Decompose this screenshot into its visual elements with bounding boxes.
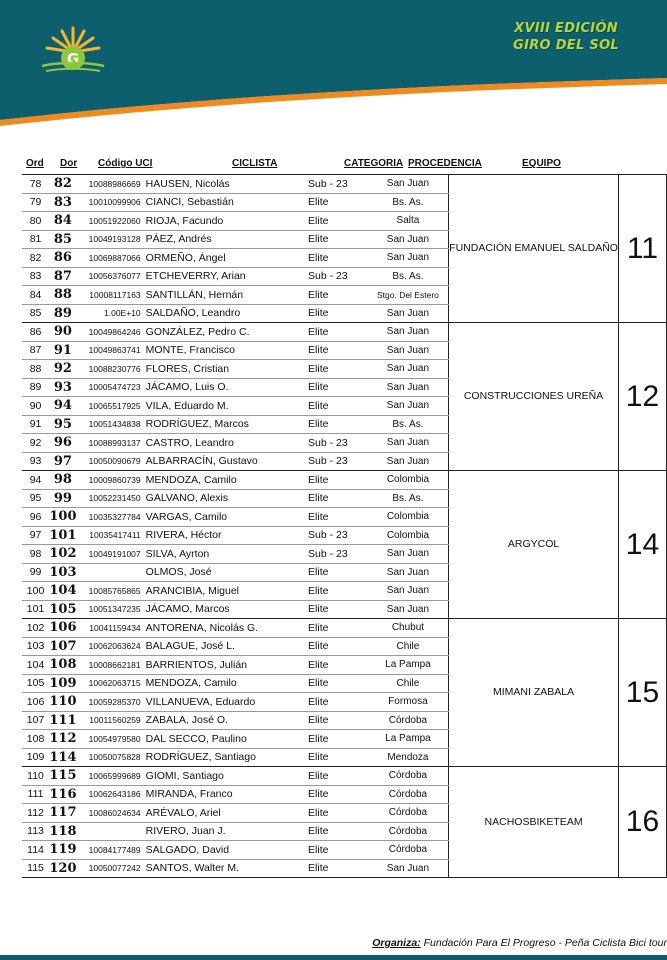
rider-origin: San Juan: [368, 230, 449, 249]
rider-origin: San Juan: [368, 397, 449, 416]
rider-dorsal: 83: [49, 193, 77, 212]
rider-category: Elite: [300, 804, 368, 823]
rider-row: [22, 471, 667, 490]
rider-uci-code: 10035327784: [77, 508, 144, 527]
rider-uci-code: 10011560259: [77, 711, 144, 730]
rider-dorsal: 120: [49, 860, 77, 876]
rider-dorsal: 118: [49, 823, 77, 839]
rider-category: Elite: [300, 323, 368, 342]
rider-category: Elite: [300, 508, 368, 527]
rider-uci-code: 10049863741: [77, 341, 144, 360]
rider-ord: 94: [22, 471, 49, 490]
rider-name: ANTORENA, Nicolás G.: [144, 619, 300, 638]
rider-origin: Córdoba: [368, 841, 449, 860]
column-headers: [0, 158, 667, 174]
rider-uci-code: 10010099906: [77, 193, 144, 212]
rider-dorsal: 86: [49, 249, 77, 268]
rider-uci-code: 10054979580: [77, 730, 144, 749]
rider-name: MONTE, Francisco: [144, 341, 300, 360]
rider-category: Elite: [300, 230, 368, 249]
rider-origin: San Juan: [368, 304, 449, 323]
rider-origin: San Juan: [368, 859, 449, 878]
rider-uci-code: 10085765865: [77, 582, 144, 601]
rider-uci-code: 10088230776: [77, 360, 144, 379]
rider-origin: Córdoba: [368, 785, 449, 804]
rider-name: RIVERO, Juan J.: [144, 822, 300, 841]
rider-ord: 90: [22, 397, 49, 416]
rider-dorsal: 108: [49, 657, 77, 673]
riders-table: [22, 174, 667, 878]
rider-category: Elite: [300, 674, 368, 693]
rider-name: ARANCIBIA, Miguel: [144, 582, 300, 601]
rider-ord: 113: [22, 822, 49, 841]
rider-origin: San Juan: [368, 341, 449, 360]
rider-category: Elite: [300, 693, 368, 712]
rider-ord: 106: [22, 693, 49, 712]
rider-name: DAL SECCO, Paulino: [144, 730, 300, 749]
rider-dorsal: 92: [49, 360, 77, 379]
rider-ord: 92: [22, 434, 49, 453]
rider-origin: Stgo. Del Estero: [368, 286, 449, 305]
team-name: CONSTRUCCIONES UREÑA: [449, 323, 619, 471]
rider-origin: Bs. As.: [368, 489, 449, 508]
rider-category: Elite: [300, 212, 368, 231]
team-number: 14: [618, 471, 666, 619]
rider-ord: 99: [22, 563, 49, 582]
rider-origin: San Juan: [368, 563, 449, 582]
rider-dorsal: 103: [49, 564, 77, 580]
rider-origin: Chile: [368, 674, 449, 693]
rider-uci-code: 1.00E+10: [77, 304, 144, 323]
rider-ord: 104: [22, 656, 49, 675]
rider-origin: San Juan: [368, 249, 449, 268]
rider-ord: 87: [22, 341, 49, 360]
rider-uci-code: 10059285370: [77, 693, 144, 712]
header-uci: Código UCI: [98, 158, 153, 169]
rider-name: MENDOZA, Camilo: [144, 471, 300, 490]
rider-category: Elite: [300, 286, 368, 305]
rider-name: RODRÍGUEZ, Marcos: [144, 415, 300, 434]
rider-dorsal: 116: [49, 786, 77, 802]
rider-origin: San Juan: [368, 360, 449, 379]
rider-dorsal: 95: [49, 415, 77, 434]
rider-dorsal: 100: [49, 509, 77, 525]
rider-category: Elite: [300, 711, 368, 730]
header-ciclista: CICLISTA: [232, 158, 278, 169]
rider-name: JÁCAMO, Luis O.: [144, 378, 300, 397]
header-dor: Dor: [60, 158, 78, 169]
rider-ord: 101: [22, 600, 49, 619]
giro-del-sol-logo-icon: [38, 22, 108, 82]
rider-origin: San Juan: [368, 434, 449, 453]
rider-name: SILVA, Ayrton: [144, 545, 300, 564]
rider-uci-code: 10051922060: [77, 212, 144, 231]
rider-origin: Córdoba: [368, 804, 449, 823]
rider-uci-code: 10086024634: [77, 804, 144, 823]
rider-ord: 85: [22, 304, 49, 323]
rider-name: SALDAÑO, Leandro: [144, 304, 300, 323]
rider-category: Elite: [300, 193, 368, 212]
rider-category: Elite: [300, 582, 368, 601]
rider-name: CIANCI, Sebastián: [144, 193, 300, 212]
svg-text:G: G: [66, 50, 80, 68]
rider-category: Elite: [300, 822, 368, 841]
rider-dorsal: 89: [49, 304, 77, 323]
rider-uci-code: 10008662181: [77, 656, 144, 675]
footer: [372, 937, 667, 949]
rider-name: ORMEÑO, Ángel: [144, 249, 300, 268]
rider-name: RIOJA, Facundo: [144, 212, 300, 231]
rider-dorsal: 97: [49, 452, 77, 471]
rider-ord: 81: [22, 230, 49, 249]
rider-name: CASTRO, Leandro: [144, 434, 300, 453]
rider-category: Elite: [300, 730, 368, 749]
rider-row: [22, 767, 667, 786]
rider-name: SANTOS, Walter M.: [144, 859, 300, 878]
team-number: 16: [618, 767, 666, 878]
rider-uci-code: 10049191007: [77, 545, 144, 564]
rider-uci-code: 10008117163: [77, 286, 144, 305]
rider-row: [22, 175, 667, 194]
rider-uci-code: 10062643186: [77, 785, 144, 804]
rider-category: Elite: [300, 656, 368, 675]
rider-ord: 95: [22, 489, 49, 508]
rider-category: Elite: [300, 767, 368, 786]
rider-ord: 91: [22, 415, 49, 434]
rider-ord: 78: [22, 175, 49, 194]
rider-category: Sub - 23: [300, 526, 368, 545]
rider-dorsal: 111: [49, 712, 77, 728]
rider-dorsal: 90: [49, 323, 77, 342]
rider-ord: 79: [22, 193, 49, 212]
rider-ord: 109: [22, 748, 49, 767]
rider-dorsal: 110: [49, 694, 77, 710]
rider-uci-code: 10051434838: [77, 415, 144, 434]
rider-dorsal: 96: [49, 434, 77, 453]
rider-uci-code: 10062063624: [77, 637, 144, 656]
rider-uci-code: 10084177489: [77, 841, 144, 860]
rider-ord: 103: [22, 637, 49, 656]
rider-uci-code: 10052231450: [77, 489, 144, 508]
rider-name: GONZÁLEZ, Pedro C.: [144, 323, 300, 342]
rider-dorsal: 119: [49, 842, 77, 858]
rider-name: ETCHEVERRY, Arian: [144, 267, 300, 286]
rider-ord: 80: [22, 212, 49, 231]
rider-category: Sub - 23: [300, 434, 368, 453]
rider-category: Sub - 23: [300, 545, 368, 564]
rider-name: VARGAS, Camilo: [144, 508, 300, 527]
rider-dorsal: 88: [49, 286, 77, 305]
rider-category: Sub - 23: [300, 267, 368, 286]
rider-category: Elite: [300, 563, 368, 582]
rider-name: JÁCAMO, Marcos: [144, 600, 300, 619]
header-ord: Ord: [26, 158, 44, 169]
rider-name: MENDOZA, Camilo: [144, 674, 300, 693]
event-title-line2: GIRO DEL SOL: [513, 38, 619, 53]
header-categoria: CATEGORIA: [344, 158, 404, 169]
rider-ord: 84: [22, 286, 49, 305]
header-banner: [0, 0, 667, 130]
rider-category: Elite: [300, 600, 368, 619]
footer-label: Organiza:: [372, 937, 421, 949]
rider-origin: Chubut: [368, 619, 449, 638]
rider-origin: Formosa: [368, 693, 449, 712]
rider-origin: Córdoba: [368, 822, 449, 841]
rider-ord: 102: [22, 619, 49, 638]
rider-uci-code: 10051347235: [77, 600, 144, 619]
rider-origin: Bs. As.: [368, 267, 449, 286]
rider-ord: 110: [22, 767, 49, 786]
event-title-line1: XVIII EDICIÓN: [514, 21, 618, 36]
rider-dorsal: 112: [49, 731, 77, 747]
rider-category: Elite: [300, 341, 368, 360]
rider-dorsal: 85: [49, 230, 77, 249]
rider-uci-code: 10035417411: [77, 526, 144, 545]
rider-name: GALVANO, Alexis: [144, 489, 300, 508]
rider-origin: La Pampa: [368, 730, 449, 749]
rider-name: VILLANUEVA, Eduardo: [144, 693, 300, 712]
rider-ord: 96: [22, 508, 49, 527]
rider-origin: Colombia: [368, 526, 449, 545]
rider-row: [22, 619, 667, 638]
team-number: 11: [618, 175, 666, 323]
rider-ord: 98: [22, 545, 49, 564]
rider-uci-code: 10062063715: [77, 674, 144, 693]
rider-name: ALBARRACÍN, Gustavo: [144, 452, 300, 471]
rider-name: HAUSEN, Nicolás: [144, 175, 300, 194]
rider-name: VILA, Eduardo M.: [144, 397, 300, 416]
rider-origin: Colombia: [368, 471, 449, 490]
rider-name: GIOMI, Santiago: [144, 767, 300, 786]
rider-name: RODRÍGUEZ, Santiago: [144, 748, 300, 767]
rider-category: Elite: [300, 304, 368, 323]
rider-category: Sub - 23: [300, 452, 368, 471]
rider-ord: 89: [22, 378, 49, 397]
rider-ord: 108: [22, 730, 49, 749]
rider-origin: San Juan: [368, 600, 449, 619]
team-name: MIMANI ZABALA: [449, 619, 619, 767]
rider-dorsal: 84: [49, 212, 77, 231]
rider-dorsal: 109: [49, 675, 77, 691]
rider-name: BARRIENTOS, Julián: [144, 656, 300, 675]
rider-category: Elite: [300, 619, 368, 638]
rider-ord: 115: [22, 859, 49, 878]
rider-category: Elite: [300, 360, 368, 379]
rider-ord: 114: [22, 841, 49, 860]
rider-dorsal: 98: [49, 471, 77, 490]
rider-name: MIRANDA, Franco: [144, 785, 300, 804]
rider-row: [22, 323, 667, 342]
rider-origin: San Juan: [368, 545, 449, 564]
rider-origin: San Juan: [368, 175, 449, 194]
rider-dorsal: 114: [49, 749, 77, 765]
rider-uci-code: 10050075828: [77, 748, 144, 767]
rider-dorsal: 106: [49, 620, 77, 636]
rider-dorsal: 115: [49, 768, 77, 784]
rider-category: Elite: [300, 859, 368, 878]
header-procedencia: PROCEDENCIA: [408, 158, 482, 169]
rider-uci-code: 10065517925: [77, 397, 144, 416]
rider-dorsal: 107: [49, 638, 77, 654]
rider-name: ZABALA, José O.: [144, 711, 300, 730]
rider-ord: 88: [22, 360, 49, 379]
rider-dorsal: 91: [49, 341, 77, 360]
rider-origin: San Juan: [368, 582, 449, 601]
rider-origin: Salta: [368, 212, 449, 231]
rider-uci-code: 10088986669: [77, 175, 144, 194]
rider-uci-code: 10049864246: [77, 323, 144, 342]
rider-ord: 107: [22, 711, 49, 730]
event-title: [513, 20, 619, 54]
rider-uci-code: 10005474723: [77, 378, 144, 397]
rider-origin: San Juan: [368, 323, 449, 342]
rider-category: Sub - 23: [300, 175, 368, 194]
rider-name: OLMOS, José: [144, 563, 300, 582]
rider-ord: 86: [22, 323, 49, 342]
rider-uci-code: 10050090679: [77, 452, 144, 471]
rider-dorsal: 117: [49, 805, 77, 821]
rider-ord: 97: [22, 526, 49, 545]
rider-uci-code: [77, 563, 144, 582]
team-name: ARGYCOL: [449, 471, 619, 619]
team-number: 12: [618, 323, 666, 471]
rider-category: Elite: [300, 378, 368, 397]
rider-uci-code: 10041159434: [77, 619, 144, 638]
rider-origin: San Juan: [368, 378, 449, 397]
rider-uci-code: 10065999689: [77, 767, 144, 786]
rider-dorsal: 102: [49, 546, 77, 562]
rider-uci-code: 10088993137: [77, 434, 144, 453]
rider-ord: 82: [22, 249, 49, 268]
rider-name: SALGADO, David: [144, 841, 300, 860]
rider-category: Elite: [300, 471, 368, 490]
rider-origin: Chile: [368, 637, 449, 656]
rider-origin: San Juan: [368, 452, 449, 471]
rider-uci-code: 10049193128: [77, 230, 144, 249]
rider-uci-code: 10050077242: [77, 859, 144, 878]
rider-category: Elite: [300, 841, 368, 860]
rider-dorsal: 94: [49, 397, 77, 416]
rider-dorsal: 82: [49, 175, 77, 194]
rider-name: RIVERA, Héctor: [144, 526, 300, 545]
rider-origin: Colombia: [368, 508, 449, 527]
team-name: NACHOSBIKETEAM: [449, 767, 619, 878]
rider-ord: 105: [22, 674, 49, 693]
rider-ord: 93: [22, 452, 49, 471]
rider-ord: 83: [22, 267, 49, 286]
team-number: 15: [618, 619, 666, 767]
rider-origin: Córdoba: [368, 711, 449, 730]
footer-organizer: Fundación Para El Progreso - Peña Ciclista Bici tour: [423, 937, 667, 949]
rider-origin: Córdoba: [368, 767, 449, 786]
rider-origin: La Pampa: [368, 656, 449, 675]
rider-dorsal: 105: [49, 601, 77, 617]
rider-ord: 112: [22, 804, 49, 823]
team-name: FUNDACIÓN EMANUEL SALDAÑO: [449, 175, 619, 323]
rider-name: SANTILLÁN, Hernán: [144, 286, 300, 305]
rider-dorsal: 87: [49, 267, 77, 286]
rider-category: Elite: [300, 748, 368, 767]
rider-uci-code: 10009860739: [77, 471, 144, 490]
rider-category: Elite: [300, 637, 368, 656]
rider-dorsal: 93: [49, 378, 77, 397]
rider-ord: 100: [22, 582, 49, 601]
rider-category: Elite: [300, 489, 368, 508]
rider-category: Elite: [300, 785, 368, 804]
rider-uci-code: 10056376077: [77, 267, 144, 286]
rider-name: FLORES, Cristian: [144, 360, 300, 379]
rider-origin: Bs. As.: [368, 415, 449, 434]
rider-origin: Mendoza: [368, 748, 449, 767]
footer-bar: [0, 955, 667, 960]
rider-origin: Bs. As.: [368, 193, 449, 212]
rider-name: PÁEZ, Andrés: [144, 230, 300, 249]
rider-category: Elite: [300, 415, 368, 434]
rider-ord: 111: [22, 785, 49, 804]
rider-uci-code: [77, 822, 144, 841]
rider-name: ARÉVALO, Ariel: [144, 804, 300, 823]
header-equipo: EQUIPO: [522, 158, 561, 169]
rider-category: Elite: [300, 249, 368, 268]
rider-dorsal: 104: [49, 583, 77, 599]
rider-name: BALAGUE, José L.: [144, 637, 300, 656]
rider-category: Elite: [300, 397, 368, 416]
rider-dorsal: 99: [49, 489, 77, 508]
rider-dorsal: 101: [49, 527, 77, 543]
rider-uci-code: 10069887066: [77, 249, 144, 268]
